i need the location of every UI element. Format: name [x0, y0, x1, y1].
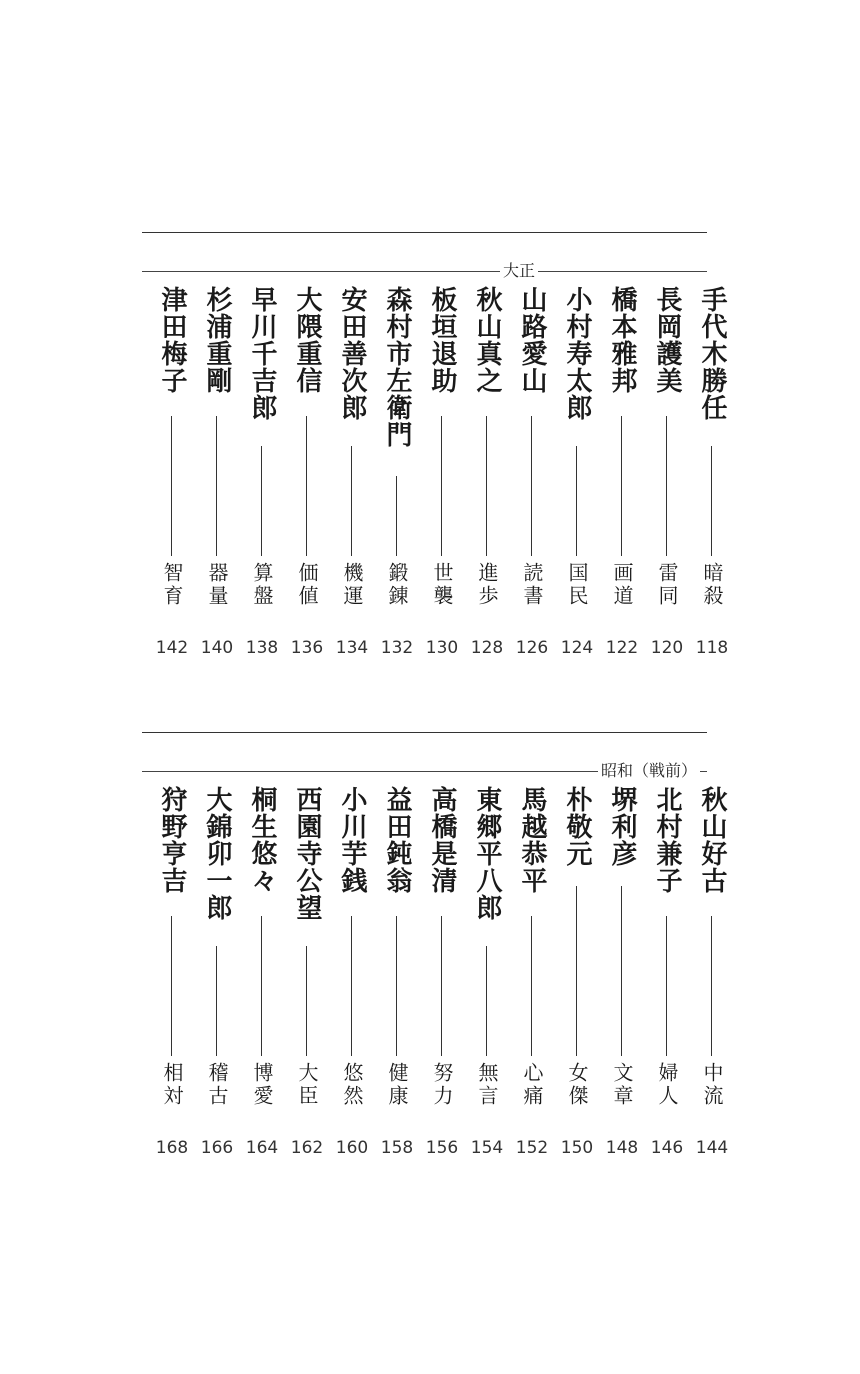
- leader-line: [486, 416, 487, 556]
- toc-entry[interactable]: [420, 286, 464, 666]
- keyword: 博愛: [250, 1062, 274, 1108]
- page-number: 136: [290, 638, 324, 658]
- person-name: 山路愛山: [517, 286, 547, 394]
- page-number: 160: [335, 1138, 369, 1158]
- page-number: 152: [515, 1138, 549, 1158]
- page-number: 124: [560, 638, 594, 658]
- page-number: 166: [200, 1138, 234, 1158]
- page-number: 156: [425, 1138, 459, 1158]
- person-name: 小川芋銭: [337, 786, 367, 894]
- person-name: 大錦卯一郎: [202, 786, 232, 921]
- leader-line: [666, 916, 667, 1056]
- toc-entry[interactable]: [465, 286, 509, 666]
- section-top-rule: [142, 232, 707, 233]
- toc-entry[interactable]: [330, 786, 374, 1166]
- leader-line: [396, 476, 397, 556]
- keyword: 算盤: [250, 562, 274, 608]
- page-number: 146: [650, 1138, 684, 1158]
- leader-line: [531, 916, 532, 1056]
- keyword: 心痛: [520, 1062, 544, 1108]
- person-name: 堺利彦: [607, 786, 637, 867]
- leader-line: [306, 416, 307, 556]
- page-number: 130: [425, 638, 459, 658]
- leader-line: [216, 946, 217, 1056]
- leader-line: [351, 446, 352, 556]
- toc-entry[interactable]: [555, 286, 599, 666]
- keyword: 稽古: [205, 1062, 229, 1108]
- person-name: 長岡護美: [652, 286, 682, 394]
- person-name: 森村市左衛門: [382, 286, 412, 448]
- page-number: 132: [380, 638, 414, 658]
- person-name: 手代木勝任: [697, 286, 727, 421]
- leader-line: [441, 916, 442, 1056]
- page-number: 128: [470, 638, 504, 658]
- toc-entry[interactable]: [510, 286, 554, 666]
- page-number: 168: [155, 1138, 189, 1158]
- toc-entry[interactable]: [240, 286, 284, 666]
- keyword: 文章: [610, 1062, 634, 1108]
- toc-entry[interactable]: [600, 786, 644, 1166]
- toc-entry[interactable]: [150, 786, 194, 1166]
- keyword: 雷同: [655, 562, 679, 608]
- toc-entry[interactable]: [600, 286, 644, 666]
- person-name: 北村兼子: [652, 786, 682, 894]
- person-name: 益田鈍翁: [382, 786, 412, 894]
- toc-entry[interactable]: [690, 786, 734, 1166]
- keyword: 機運: [340, 562, 364, 608]
- keyword: 婦人: [655, 1062, 679, 1108]
- leader-line: [261, 446, 262, 556]
- keyword: 健康: [385, 1062, 409, 1108]
- toc-entry[interactable]: [375, 286, 419, 666]
- era-label: 昭和（戦前）: [598, 762, 700, 780]
- keyword: 鍛錬: [385, 562, 409, 608]
- leader-line: [171, 916, 172, 1056]
- leader-line: [711, 916, 712, 1056]
- toc-entry[interactable]: [420, 786, 464, 1166]
- keyword: 読書: [520, 562, 544, 608]
- person-name: 狩野亨吉: [157, 786, 187, 894]
- keyword: 画道: [610, 562, 634, 608]
- keyword: 器量: [205, 562, 229, 608]
- leader-line: [441, 416, 442, 556]
- person-name: 杉浦重剛: [202, 286, 232, 394]
- toc-entry[interactable]: [645, 286, 689, 666]
- leader-line: [576, 886, 577, 1056]
- leader-line: [666, 416, 667, 556]
- leader-line: [171, 416, 172, 556]
- leader-line: [396, 916, 397, 1056]
- page-number: 142: [155, 638, 189, 658]
- toc-entry[interactable]: [285, 286, 329, 666]
- leader-line: [486, 946, 487, 1056]
- page-number: 144: [695, 1138, 729, 1158]
- page-number: 158: [380, 1138, 414, 1158]
- leader-line: [711, 446, 712, 556]
- page-number: 118: [695, 638, 729, 658]
- toc-entry[interactable]: [240, 786, 284, 1166]
- keyword: 国民: [565, 562, 589, 608]
- person-name: 橋本雅邦: [607, 286, 637, 394]
- person-name: 高橋是清: [427, 786, 457, 894]
- page-number: 134: [335, 638, 369, 658]
- toc-entry[interactable]: [285, 786, 329, 1166]
- person-name: 津田梅子: [157, 286, 187, 394]
- keyword: 無言: [475, 1062, 499, 1108]
- person-name: 西園寺公望: [292, 786, 322, 921]
- page-number: 126: [515, 638, 549, 658]
- keyword: 暗殺: [700, 562, 724, 608]
- page-number: 164: [245, 1138, 279, 1158]
- keyword: 女傑: [565, 1062, 589, 1108]
- keyword: 智育: [160, 562, 184, 608]
- keyword: 悠然: [340, 1062, 364, 1108]
- page-number: 154: [470, 1138, 504, 1158]
- era-label: 大正: [500, 262, 538, 280]
- page-number: 162: [290, 1138, 324, 1158]
- leader-line: [621, 886, 622, 1056]
- page-number: 138: [245, 638, 279, 658]
- toc-entry[interactable]: [150, 286, 194, 666]
- leader-line: [216, 416, 217, 556]
- toc-entry[interactable]: [465, 786, 509, 1166]
- person-name: 馬越恭平: [517, 786, 547, 894]
- keyword: 中流: [700, 1062, 724, 1108]
- person-name: 東郷平八郎: [472, 786, 502, 921]
- page-number: 150: [560, 1138, 594, 1158]
- toc-entry[interactable]: [375, 786, 419, 1166]
- keyword: 相対: [160, 1062, 184, 1108]
- keyword: 世襲: [430, 562, 454, 608]
- toc-entry[interactable]: [195, 786, 239, 1166]
- person-name: 早川千吉郎: [247, 286, 277, 421]
- toc-entry[interactable]: [330, 286, 374, 666]
- keyword: 進歩: [475, 562, 499, 608]
- section-top-rule: [142, 732, 707, 733]
- person-name: 安田善次郎: [337, 286, 367, 421]
- page-number: 148: [605, 1138, 639, 1158]
- page-number: 140: [200, 638, 234, 658]
- era-rule: [142, 271, 707, 272]
- leader-line: [621, 416, 622, 556]
- leader-line: [351, 916, 352, 1056]
- page-number: 120: [650, 638, 684, 658]
- toc-entry[interactable]: [645, 786, 689, 1166]
- person-name: 秋山好古: [697, 786, 727, 894]
- toc-entry[interactable]: [510, 786, 554, 1166]
- person-name: 板垣退助: [427, 286, 457, 394]
- person-name: 朴敬元: [562, 786, 592, 867]
- person-name: 小村寿太郎: [562, 286, 592, 421]
- toc-entry[interactable]: [690, 286, 734, 666]
- keyword: 努力: [430, 1062, 454, 1108]
- leader-line: [261, 916, 262, 1056]
- person-name: 大隈重信: [292, 286, 322, 394]
- keyword: 価値: [295, 562, 319, 608]
- toc-entry[interactable]: [195, 286, 239, 666]
- person-name: 秋山真之: [472, 286, 502, 394]
- leader-line: [576, 446, 577, 556]
- leader-line: [306, 946, 307, 1056]
- page-number: 122: [605, 638, 639, 658]
- keyword: 大臣: [295, 1062, 319, 1108]
- person-name: 桐生悠々: [247, 786, 277, 894]
- leader-line: [531, 416, 532, 556]
- toc-entry[interactable]: [555, 786, 599, 1166]
